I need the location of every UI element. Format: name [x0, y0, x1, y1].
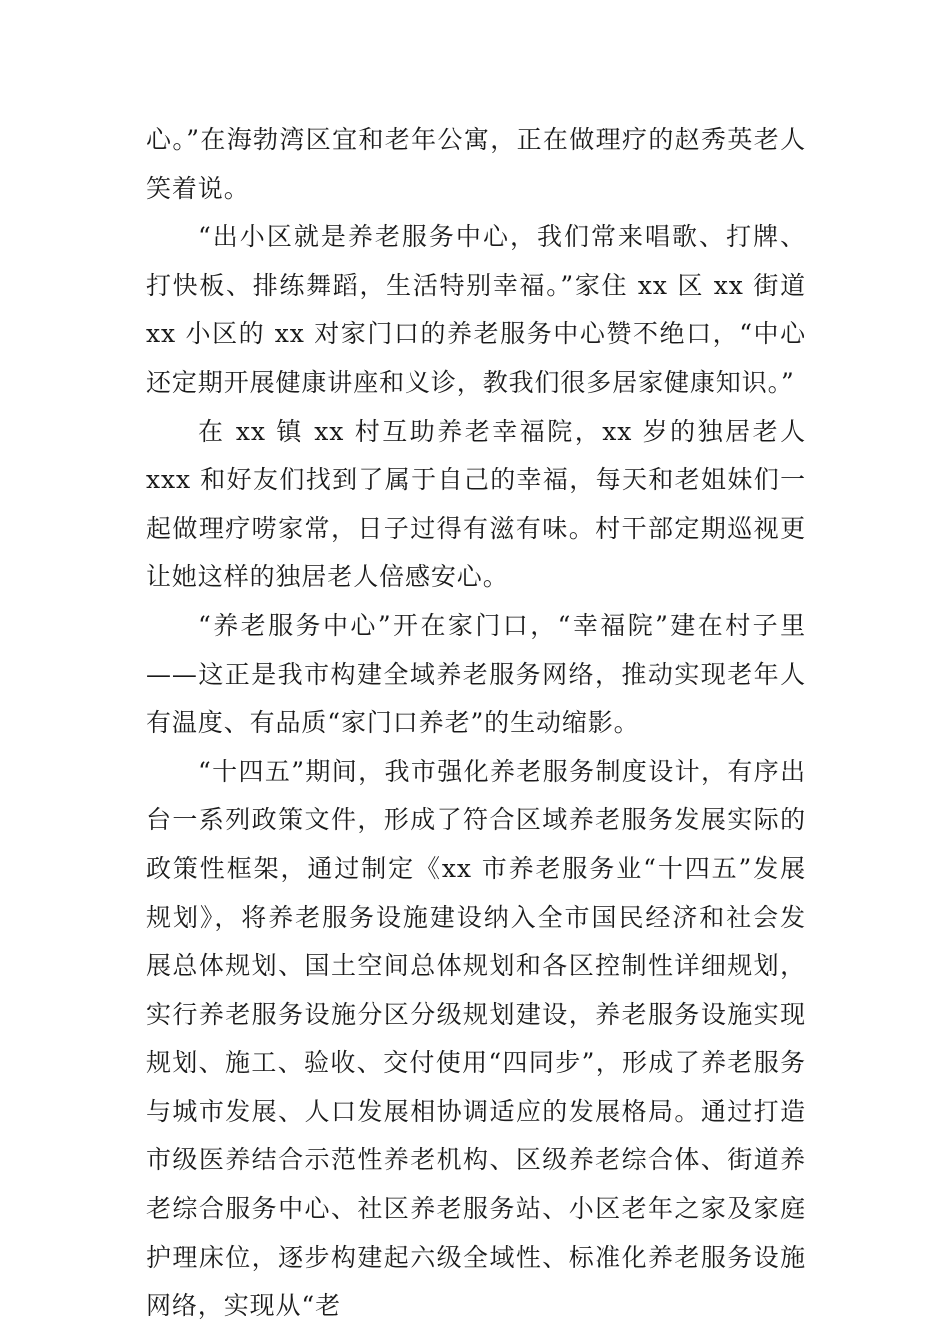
document-body — [146, 116, 806, 1331]
paragraph-community-center: “出小区就是养老服务中心，我们常来唱歌、打牌、打快板、排练舞蹈，生活特别幸福。”家住 xx 区 xx 街道 xx 小区的 xx 对家门口的养老服务中心赞不绝口，“中心还定期开展健康讲座和义诊，教我们很多居家健康知识。” — [146, 222, 806, 397]
paragraph-summary: “养老服务中心”开在家门口，“幸福院”建在村子里——这正是我市构建全域养老服务网络，推动实现老年人有温度、有品质“家门口养老”的生动缩影。 — [146, 610, 806, 738]
paragraph-village-home: 在 xx 镇 xx 村互助养老幸福院，xx 岁的独居老人 xxx 和好友们找到了属于自己的幸福，每天和老姐妹们一起做理疗唠家常，日子过得有滋有味。村干部定期巡视更让她这样的独居老人倍感安心。 — [146, 416, 806, 592]
paragraph-continuation: 心。”在海勃湾区宜和老年公寓，正在做理疗的赵秀英老人笑着说。 — [146, 125, 806, 203]
paragraph-policy: “十四五”期间，我市强化养老服务制度设计，有序出台一系列政策文件，形成了符合区域养老服务发展实际的政策性框架，通过制定《xx 市养老服务业“十四五”发展规划》，将养老服务设施建设纳入全市国民经济和社会发展总体规划、国土空间总体规划和各区控制性详细规划，实行养老服务设施分区分级规划建设，养老服务设施实现规划、施工、验收、交付使用“四同步”，形成了养老服务与城市发展、人口发展相协调适应的发展格局。通过打造市级医养结合示范性养老机构、区级养老综合体、街道养老综合服务中心、社区养老服务站、小区老年之家及家庭护理床位，逐步构建起六级全域性、标准化养老服务设施网络，实现从“老 — [146, 756, 806, 1321]
